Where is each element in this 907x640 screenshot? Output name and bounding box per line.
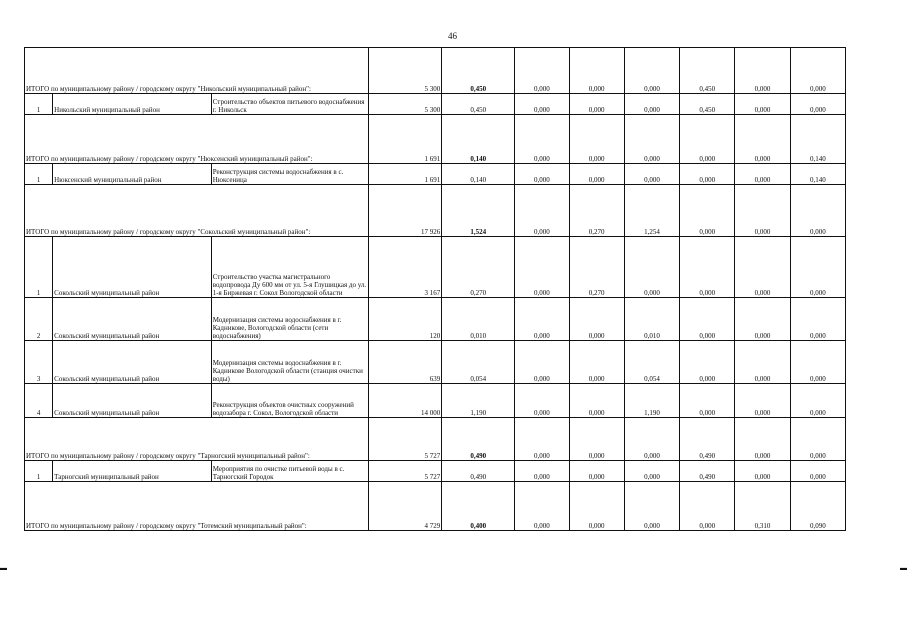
total-row bbox=[25, 482, 846, 531]
value-cell: 0,000 bbox=[569, 418, 624, 461]
value-cell: 0,140 bbox=[790, 115, 845, 164]
value-cell: 0,000 bbox=[790, 341, 845, 384]
value-cell: 0,450 bbox=[442, 94, 515, 115]
cost-value: 5 727 bbox=[369, 418, 442, 461]
value-cell: 0,000 bbox=[735, 298, 790, 341]
total-label: ИТОГО по муниципальному району / городскому округу "Нюксенский муниципальный район": bbox=[25, 115, 369, 164]
cost-value: 3 167 bbox=[369, 237, 442, 298]
project-row bbox=[25, 461, 846, 482]
value-cell: 0,000 bbox=[735, 164, 790, 185]
value-cell: 0,450 bbox=[680, 48, 735, 94]
value-cell: 0,000 bbox=[790, 384, 845, 418]
value-cell: 0,490 bbox=[680, 418, 735, 461]
value-cell: 0,000 bbox=[790, 298, 845, 341]
cost-value: 14 000 bbox=[369, 384, 442, 418]
cost-value: 120 bbox=[369, 298, 442, 341]
value-cell: 0,000 bbox=[735, 461, 790, 482]
value-cell: 0,000 bbox=[680, 341, 735, 384]
region-name: Сокольский муниципальный район bbox=[53, 298, 212, 341]
row-index: 1 bbox=[25, 237, 53, 298]
cost-value: 4 729 bbox=[369, 482, 442, 531]
project-name: Реконструкция объектов очистных сооружений водозабора г. Сокол, Вологодской области bbox=[211, 384, 369, 418]
value-cell: 0,000 bbox=[735, 384, 790, 418]
region-name: Сокольский муниципальный район bbox=[53, 384, 212, 418]
cost-value: 1 691 bbox=[369, 115, 442, 164]
value-cell: 0,140 bbox=[442, 164, 515, 185]
value-cell: 0,000 bbox=[515, 185, 569, 237]
total-row bbox=[25, 185, 846, 237]
value-cell: 0,490 bbox=[442, 461, 515, 482]
total-row bbox=[25, 48, 846, 94]
region-name: Тарногский муниципальный район bbox=[53, 461, 212, 482]
value-cell: 0,000 bbox=[790, 94, 845, 115]
region-name: Сокольский муниципальный район bbox=[53, 237, 212, 298]
value-cell: 0,400 bbox=[442, 482, 515, 531]
project-name: Строительство участка магистрального водопровода Ду 600 мм от ул. 5-я Глушицкая до ул. 1-я Биржевая г. Сокол Вологодской области bbox=[211, 237, 369, 298]
value-cell: 0,000 bbox=[680, 185, 735, 237]
project-name: Строительство объектов питьевого водоснабжения г. Никольск bbox=[211, 94, 369, 115]
total-row bbox=[25, 115, 846, 164]
cost-value: 5 300 bbox=[369, 94, 442, 115]
project-name: Мероприятия по очистке питьевой воды в с. Тарногский Городок bbox=[211, 461, 369, 482]
total-row bbox=[25, 418, 846, 461]
value-cell: 0,000 bbox=[515, 237, 569, 298]
value-cell: 0,000 bbox=[515, 482, 569, 531]
value-cell: 0,010 bbox=[624, 298, 679, 341]
value-cell: 0,000 bbox=[680, 482, 735, 531]
value-cell: 0,000 bbox=[680, 298, 735, 341]
value-cell: 0,450 bbox=[680, 94, 735, 115]
value-cell: 0,000 bbox=[569, 341, 624, 384]
value-cell: 0,000 bbox=[515, 384, 569, 418]
row-index: 1 bbox=[25, 164, 53, 185]
value-cell: 0,010 bbox=[442, 298, 515, 341]
value-cell: 0,490 bbox=[680, 461, 735, 482]
project-row bbox=[25, 164, 846, 185]
value-cell: 0,000 bbox=[735, 115, 790, 164]
total-label: ИТОГО по муниципальному району / городскому округу "Тарногский муниципальный район": bbox=[25, 418, 369, 461]
value-cell: 0,000 bbox=[515, 418, 569, 461]
value-cell: 0,000 bbox=[515, 341, 569, 384]
value-cell: 1,190 bbox=[624, 384, 679, 418]
value-cell: 0,000 bbox=[515, 94, 569, 115]
region-name: Никольский муниципальный район bbox=[53, 94, 212, 115]
value-cell: 0,140 bbox=[790, 164, 845, 185]
value-cell: 0,000 bbox=[680, 384, 735, 418]
project-name: Модернизация системы водоснабжения в г. Кадникове, Вологодской области (сети водоснабжения) bbox=[211, 298, 369, 341]
value-cell: 0,000 bbox=[735, 185, 790, 237]
value-cell: 0,000 bbox=[569, 482, 624, 531]
value-cell: 0,000 bbox=[790, 418, 845, 461]
value-cell: 0,000 bbox=[624, 164, 679, 185]
value-cell: 0,000 bbox=[569, 115, 624, 164]
value-cell: 0,000 bbox=[790, 461, 845, 482]
row-index: 3 bbox=[25, 341, 53, 384]
value-cell: 0,000 bbox=[569, 384, 624, 418]
project-row bbox=[25, 384, 846, 418]
cost-value: 5 727 bbox=[369, 461, 442, 482]
cost-value: 639 bbox=[369, 341, 442, 384]
cost-value: 17 926 bbox=[369, 185, 442, 237]
row-index: 1 bbox=[25, 461, 53, 482]
project-name: Модернизация системы водоснабжения в г. Кадникове Вологодской области (станция очистки воды) bbox=[211, 341, 369, 384]
value-cell: 0,090 bbox=[790, 482, 845, 531]
total-label: ИТОГО по муниципальному району / городскому округу "Тотемский муниципальный район": bbox=[25, 482, 369, 531]
cost-value: 5 300 bbox=[369, 48, 442, 94]
project-row bbox=[25, 341, 846, 384]
margin-mark-left: ▬ bbox=[0, 564, 7, 572]
data-table bbox=[24, 47, 846, 531]
value-cell: 0,054 bbox=[624, 341, 679, 384]
value-cell: 0,000 bbox=[680, 237, 735, 298]
row-index: 4 bbox=[25, 384, 53, 418]
value-cell: 0,000 bbox=[735, 94, 790, 115]
value-cell: 0,000 bbox=[680, 115, 735, 164]
value-cell: 0,270 bbox=[442, 237, 515, 298]
margin-mark-right: ▬ bbox=[900, 564, 907, 572]
project-name: Реконструкция системы водоснабжения в с. Нюксеница bbox=[211, 164, 369, 185]
total-label: ИТОГО по муниципальному району / городскому округу "Сокольский муниципальный район": bbox=[25, 185, 369, 237]
value-cell: 0,450 bbox=[442, 48, 515, 94]
value-cell: 0,310 bbox=[735, 482, 790, 531]
value-cell: 0,000 bbox=[790, 237, 845, 298]
value-cell: 0,000 bbox=[624, 94, 679, 115]
project-row bbox=[25, 298, 846, 341]
value-cell: 1,190 bbox=[442, 384, 515, 418]
value-cell: 0,000 bbox=[735, 48, 790, 94]
cost-value: 1 691 bbox=[369, 164, 442, 185]
value-cell: 0,270 bbox=[569, 237, 624, 298]
value-cell: 0,000 bbox=[569, 461, 624, 482]
total-label: ИТОГО по муниципальному району / городскому округу "Никольский муниципальный район": bbox=[25, 48, 369, 94]
region-name: Нюксенский муниципальный район bbox=[53, 164, 212, 185]
value-cell: 1,254 bbox=[624, 185, 679, 237]
value-cell: 0,000 bbox=[515, 115, 569, 164]
value-cell: 0,000 bbox=[569, 48, 624, 94]
value-cell: 0,000 bbox=[569, 164, 624, 185]
value-cell: 0,000 bbox=[735, 418, 790, 461]
value-cell: 0,000 bbox=[515, 48, 569, 94]
value-cell: 0,000 bbox=[624, 482, 679, 531]
value-cell: 0,000 bbox=[515, 461, 569, 482]
value-cell: 0,000 bbox=[680, 164, 735, 185]
value-cell: 0,000 bbox=[569, 94, 624, 115]
value-cell: 0,000 bbox=[735, 341, 790, 384]
value-cell: 1,524 bbox=[442, 185, 515, 237]
value-cell: 0,000 bbox=[515, 164, 569, 185]
value-cell: 0,000 bbox=[624, 418, 679, 461]
value-cell: 0,000 bbox=[624, 237, 679, 298]
value-cell: 0,000 bbox=[624, 115, 679, 164]
value-cell: 0,054 bbox=[442, 341, 515, 384]
value-cell: 0,000 bbox=[624, 48, 679, 94]
project-row bbox=[25, 94, 846, 115]
row-index: 1 bbox=[25, 94, 53, 115]
value-cell: 0,000 bbox=[790, 185, 845, 237]
value-cell: 0,000 bbox=[735, 237, 790, 298]
value-cell: 0,490 bbox=[442, 418, 515, 461]
value-cell: 0,000 bbox=[515, 298, 569, 341]
value-cell: 0,270 bbox=[569, 185, 624, 237]
project-row bbox=[25, 237, 846, 298]
value-cell: 0,140 bbox=[442, 115, 515, 164]
value-cell: 0,000 bbox=[790, 48, 845, 94]
row-index: 2 bbox=[25, 298, 53, 341]
value-cell: 0,000 bbox=[569, 298, 624, 341]
page-number: 46 bbox=[448, 31, 457, 41]
region-name: Сокольский муниципальный район bbox=[53, 341, 212, 384]
value-cell: 0,000 bbox=[624, 461, 679, 482]
